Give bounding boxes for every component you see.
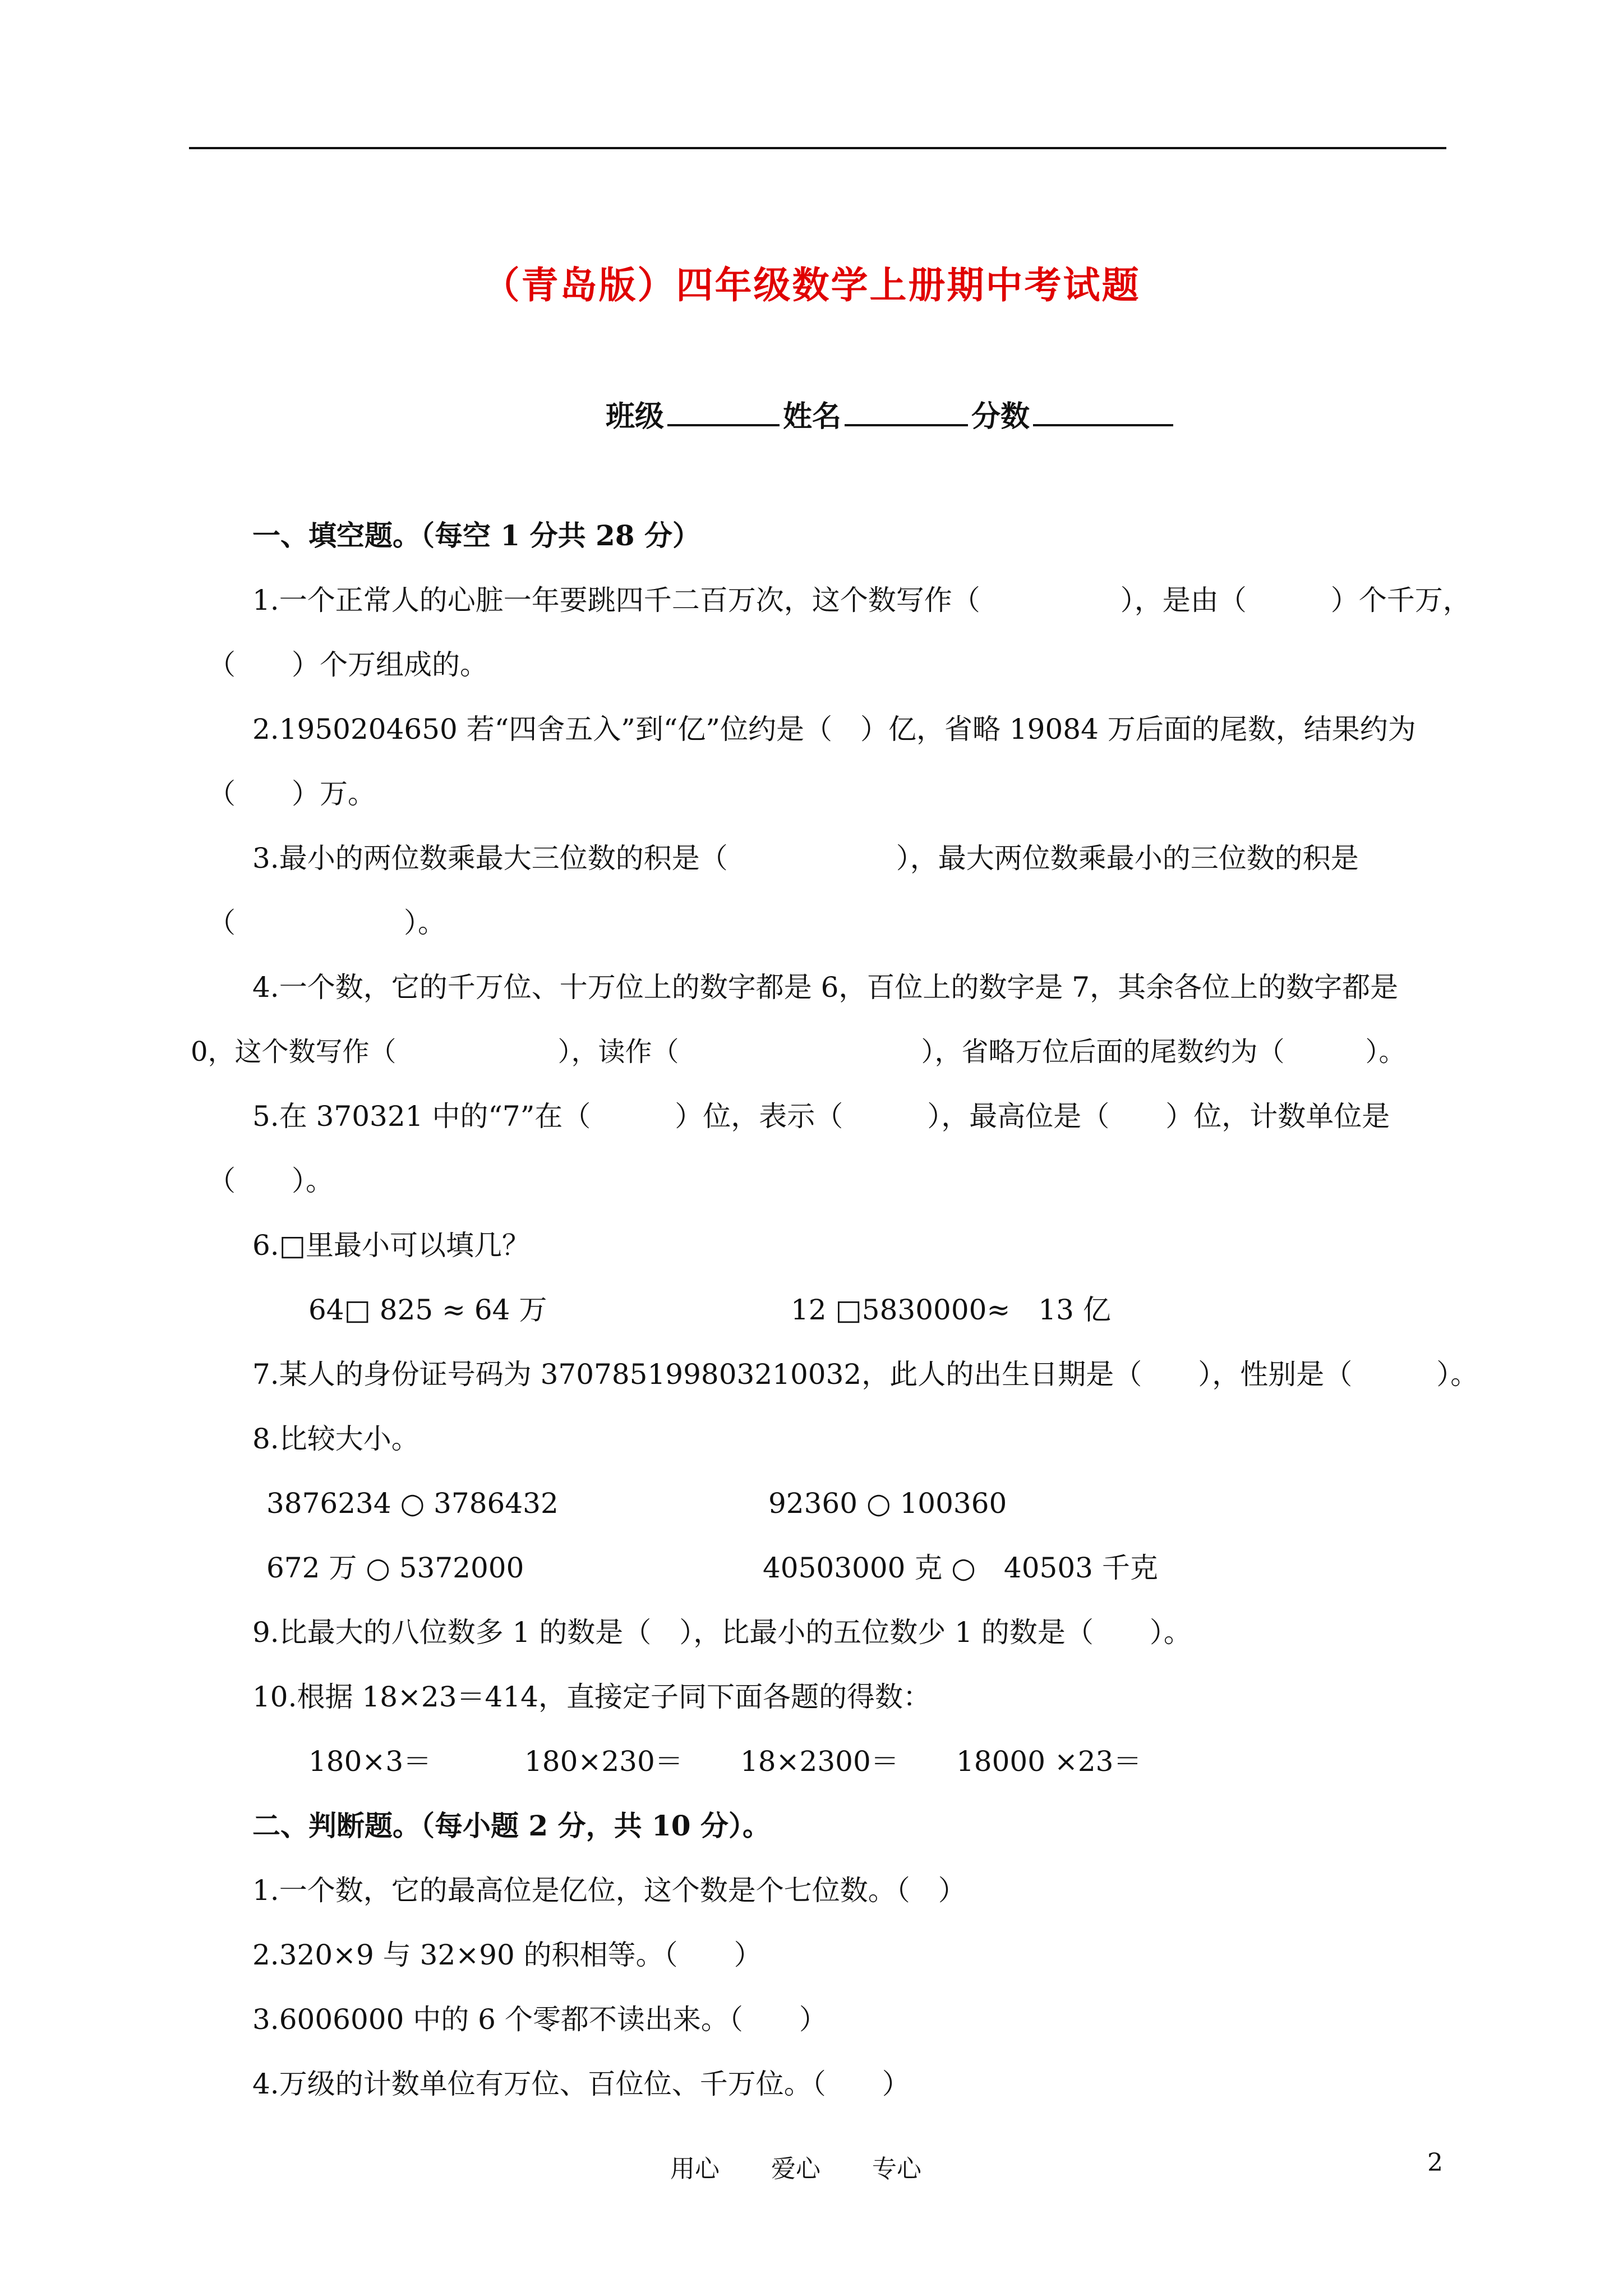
question-8-row1-left: 3876234 ○ 3786432 bbox=[266, 1487, 559, 1520]
question-10-item-2: 180×230＝ bbox=[524, 1745, 683, 1778]
question-10-item-3: 18×2300＝ bbox=[740, 1745, 899, 1778]
question-2-line1: 2.1950204650 若“四舍五入”到“亿”位约是（ ）亿，省略 19084 万后面的尾数，结果约为 bbox=[252, 713, 1416, 746]
question-7: 7.某人的身份证号码为 370785199803210032，此人的出生日期是（ ），性别是（ ）。 bbox=[252, 1358, 1479, 1391]
judge-item-2: 2.320×9 与 32×90 的积相等。（ ） bbox=[252, 1939, 762, 1971]
question-9: 9.比最大的八位数多 1 的数是（ ），比最小的五位数少 1 的数是（ ）。 bbox=[252, 1616, 1192, 1649]
header-rule bbox=[189, 147, 1446, 149]
question-1-line1: 1.一个正常人的心脏一年要跳四千二百万次，这个数写作（ ），是由（ ）个千万， bbox=[252, 584, 1471, 616]
judge-item-1: 1.一个数，它的最高位是亿位，这个数是个七位数。（ ） bbox=[252, 1874, 966, 1907]
question-10: 10.根据 18×23＝414，直接定子同下面各题的得数： bbox=[252, 1681, 931, 1713]
question-8: 8.比较大小。 bbox=[252, 1423, 419, 1455]
question-3-line1: 3.最小的两位数乘最大三位数的积是（ ），最大两位数乘最小的三位数的积是 bbox=[252, 842, 1359, 875]
question-10-item-4: 18000 ×23＝ bbox=[956, 1745, 1142, 1778]
judge-item-3: 3.6006000 中的 6 个零都不读出来。（ ） bbox=[252, 2003, 827, 2036]
footer-text-3: 专心 bbox=[872, 2155, 921, 2183]
page-title: （青岛版）四年级数学上册期中考试题 bbox=[482, 263, 1141, 307]
score-blank bbox=[1033, 396, 1173, 426]
question-6-right: 12 □5830000≈ 13 亿 bbox=[791, 1294, 1111, 1326]
question-8-row2-right: 40503000 克 ○ 40503 千克 bbox=[763, 1552, 1158, 1584]
name-blank bbox=[845, 396, 968, 426]
question-4-line1: 4.一个数，它的千万位、十万位上的数字都是 6，百位上的数字是 7，其余各位上的数字都是 bbox=[252, 971, 1399, 1004]
question-6-left: 64□ 825 ≈ 64 万 bbox=[308, 1294, 547, 1326]
footer-text-2: 爱心 bbox=[771, 2155, 820, 2183]
question-5-line2: （ ）。 bbox=[208, 1165, 334, 1197]
footer-text-1: 用心 bbox=[670, 2155, 720, 2183]
section2-heading: 二、判断题。（每小题 2 分，共 10 分）。 bbox=[252, 1809, 771, 1842]
class-blank bbox=[667, 396, 780, 426]
question-2-line2: （ ）万。 bbox=[208, 777, 376, 810]
question-3-line2: （ ）。 bbox=[208, 907, 446, 939]
score-label: 分数 bbox=[971, 399, 1030, 434]
question-10-item-1: 180×3＝ bbox=[308, 1745, 432, 1778]
question-5-line1: 5.在 370321 中的“7”在（ ）位，表示（ ），最高位是（ ）位，计数单位是 bbox=[252, 1100, 1390, 1133]
question-6: 6.□里最小可以填几？ bbox=[252, 1229, 530, 1262]
class-label: 班级 bbox=[606, 399, 665, 434]
question-8-row1-right: 92360 ○ 100360 bbox=[768, 1487, 1007, 1520]
section1-heading: 一、填空题。（每空 1 分共 28 分） bbox=[252, 519, 700, 552]
judge-item-4: 4.万级的计数单位有万位、百位位、千万位。（ ） bbox=[252, 2068, 910, 2100]
student-info-line bbox=[606, 393, 1177, 435]
question-4-line2: 0，这个数写作（ ），读作（ ），省略万位后面的尾数约为（ ）。 bbox=[191, 1036, 1406, 1068]
question-8-row2-left: 672 万 ○ 5372000 bbox=[266, 1552, 524, 1584]
name-label: 姓名 bbox=[783, 399, 842, 434]
question-1-line2: （ ）个万组成的。 bbox=[208, 648, 488, 681]
page-number: 2 bbox=[1427, 2148, 1443, 2177]
